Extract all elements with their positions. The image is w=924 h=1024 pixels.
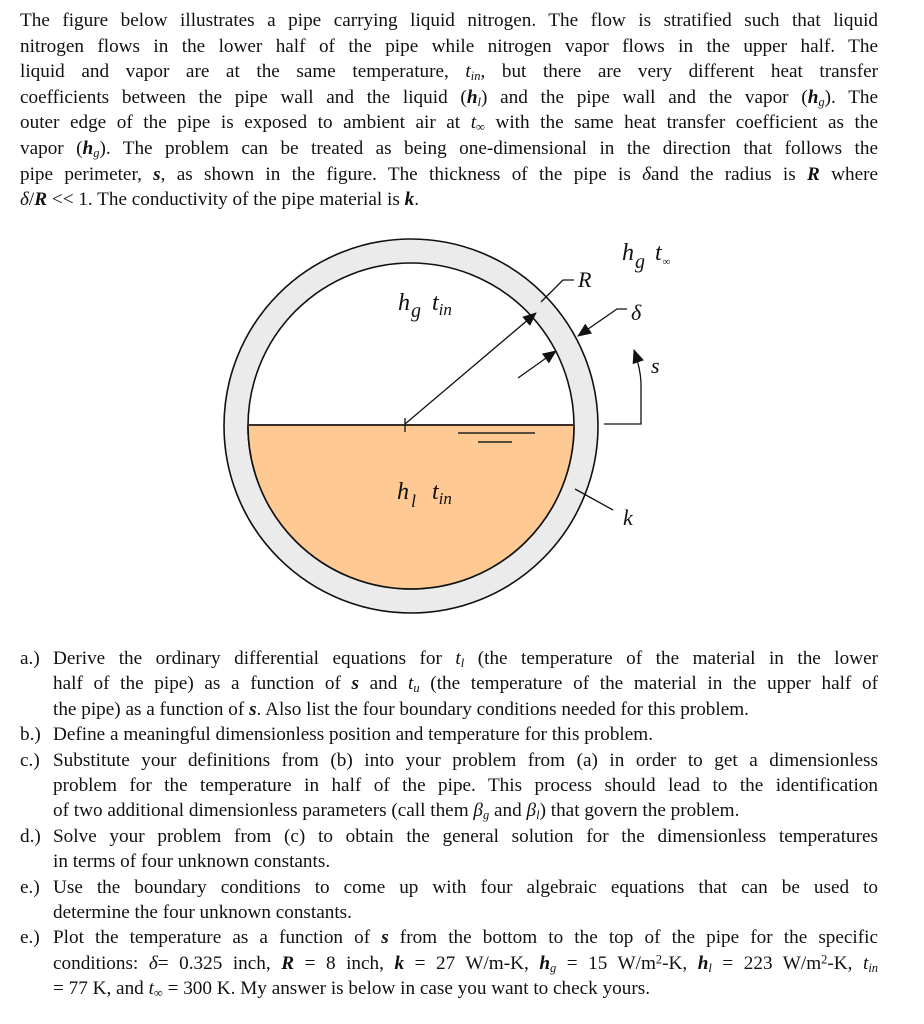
label-hg-inner: $h_g$ (398, 290, 421, 322)
question-f-plot: e.) Plot the temperature as a function of s from the bottom to the top of the pipe for the specific conditions: δ= 0.325 inch, R = 8 inch, k = 27 W/m-K, $h_g = 15$ $W/m^2-K$, $h_l = 223$ $W/m^2-K$, $t_{in}$ = 77 K, and $t_\infty = 300$ K. My answer is below in case you want to check yours. (20, 927, 879, 1001)
question-list (20, 646, 878, 1002)
question-d: d.) Solve your problem from (c) to obtain the general solution for the dimensionless temperatures in terms of four unknown constants. (20, 825, 878, 873)
label-R: R (578, 267, 592, 292)
question-c: c.) Substitute your definitions from (b) into your problem from (a) in order to get a dimensionless problem for the temperature in half of the pipe. This process should lead to the identification of two additional dimensionless parameters (call them $\beta_g$ and $\beta_l$) that govern the problem. (20, 749, 878, 823)
label-tin-upper: $t_{in}$ (432, 290, 452, 319)
label-delta: δ (631, 300, 642, 325)
pipe-cross-section-figure (0, 220, 924, 640)
intro-line-4: coefficients between the pipe wall and the liquid $(h_l)$ and the pipe wall and the vapor $(h_g)$. The (20, 86, 879, 109)
label-t-inf: $t_\infty$ (655, 240, 671, 268)
question-e: e.) Use the boundary conditions to come up with four algebraic equations that can be used to determine the four unknown constants. (20, 876, 878, 924)
thickness-leader-outer (578, 309, 627, 336)
intro-line-8: δ/R << 1. The conductivity of the pipe material is k. (20, 189, 419, 211)
label-hl: h $_l$ (397, 479, 417, 511)
question-a: a.) Derive the ordinary differential equations for $t_l$ (the temperature of the material in the lower half of the pipe) as a function of s and $t_u$ (the temperature of the material in the upper half of the pipe) as a function of s. Also list the four boundary conditions needed for this problem. (20, 648, 878, 720)
label-k: k (623, 505, 633, 530)
intro-paragraph (20, 8, 878, 213)
label-hg-outer: $h_g$ (622, 240, 645, 273)
intro-line-1: The figure below illustrates a pipe carrying liquid nitrogen. The flow is stratified such that liquid (20, 10, 878, 31)
intro-line-5: outer edge of the pipe is exposed to ambient air at $t_\infty$ with the same heat transfer coefficient as the (20, 112, 879, 135)
intro-line-2: nitrogen flows in the lower half of the pipe while nitrogen vapor flows in the upper half. The (20, 35, 878, 57)
label-s: s (651, 353, 660, 378)
perimeter-s-arrow (604, 350, 641, 424)
intro-line-6: vapor $(h_g)$. The problem can be treated as being one-dimensional in the direction that follows the (20, 137, 878, 161)
intro-line-3: liquid and vapor are at the same temperature, $t_{in}$, but there are very different heat transfer (20, 61, 879, 84)
question-b: b.) Define a meaningful dimensionless position and temperature for this problem. (20, 724, 653, 746)
intro-line-7: pipe perimeter, s, as shown in the figure. The thickness of the pipe is δand the radius is R where (20, 163, 879, 185)
label-tin-lower: $t_{in}$ (432, 479, 452, 508)
